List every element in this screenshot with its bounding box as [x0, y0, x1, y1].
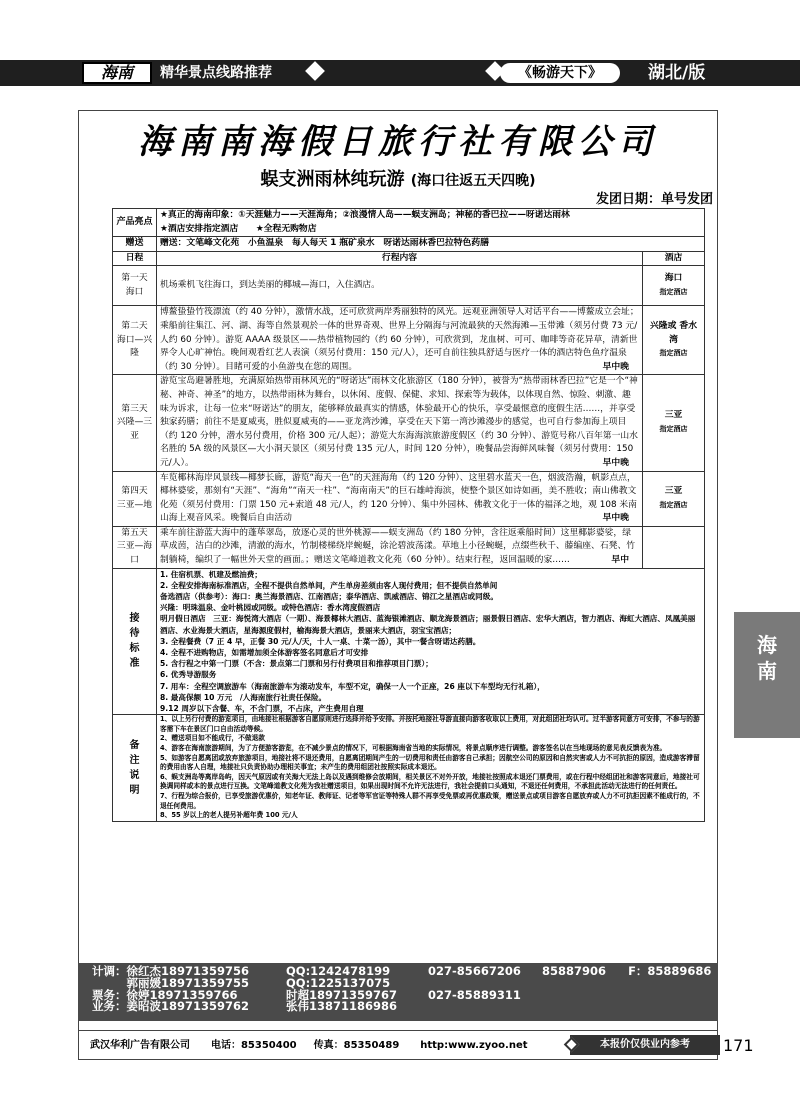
contact-block	[78, 963, 718, 1021]
list-item: 5、如游客自愿离团或放弃旅游项目，地接社将不退还费用，自愿离团期间产生的一切费用和责任由游客自己承担；因航空公司的原因和自然灾害或人力不可抗拒的原因，造成游客滞留的费用由客人自理，地接社只负责协助办理相关事宜；未产生的费用组团社按照实际成本退还。	[160, 753, 700, 772]
hotel-cell	[643, 306, 705, 375]
meal-info: 早中晚	[602, 457, 629, 468]
list-item: 7. 用车：全程空调旅游车（海南旅游车为滚动发车，车型不定，确保一人一个正座，26 座以下车型均无行礼箱），	[160, 681, 545, 691]
service-row	[113, 568, 705, 715]
day-cell	[157, 526, 643, 568]
route-name: 蜈支洲雨林纯玩游	[260, 169, 405, 190]
footer-company: 武汉华利广告有限公司	[90, 1040, 190, 1051]
day-text: 机场乘机飞往海口，到达美丽的椰城—海口，入住酒店。	[157, 266, 643, 306]
edition-label: 湖北/版	[648, 63, 706, 83]
list-item: 兴隆：明珠温泉、金叶桃园或同级。或特色酒店：香水湾度假酒店	[160, 603, 381, 613]
footer-fax: 传真：85350489	[313, 1040, 400, 1051]
day-label: 第四天 三亚—地	[113, 471, 157, 526]
disclaimer-badge: 本报价仅供业内参考	[570, 1035, 720, 1055]
table-row	[113, 375, 705, 471]
list-item: 4、游客在海南旅游期间，为了方便游客游览，在不减少景点的情况下，可根据海南省当地的实际情况，将景点顺序进行调整。游客签名以在当地现场的意见表反馈表为准。	[160, 744, 667, 753]
list-item: 8、55 岁以上的老人提另补超年费 100 元/人	[160, 811, 298, 820]
hotel-cell	[643, 375, 705, 471]
section-title: 精华景点线路推荐	[160, 65, 272, 81]
day-cell	[157, 306, 643, 375]
hotel-cell	[643, 526, 705, 568]
day-text: 博鳌蛰蛰竹筏漂流（约 40 分钟），激情水战，还可欣赏两岸秀丽独特的风光。远观亚洲领导人对话平台——博鳌成立会址；乘船前往集江、河、湖、海等自然景观於一体的世界奇观、世界上分隔海与河流最狭的天然海滩—玉带滩（须另付费 73 元/人约 60 分钟）。游览 AAAA 级景区——热带植物园约（约 60 分钟），可欣赏到，龙血树、可可、咖啡等奇花异草，清新世界令人心旷神怡。晚间观看红艺人表演（须另付费用：150 元/人），还可自前往独具舒适与医疗一体的酒店特色鱼疗温泉（约 30 分钟）。目睹可爱的小鱼游曳在您的周围。	[160, 307, 639, 372]
hotel-name: 海口	[664, 273, 683, 284]
publication-title: 《畅游天下》	[500, 63, 620, 83]
contact-item: 027-85889311	[428, 987, 521, 1002]
contact-item: 张伟13871186986	[286, 999, 398, 1014]
hotel-name: 三亚	[664, 486, 683, 497]
highlight-row	[113, 209, 705, 237]
route-title	[78, 168, 718, 193]
footer-divider	[78, 1030, 718, 1031]
contact-item: F：85889686	[628, 964, 712, 978]
notes-row	[113, 715, 705, 822]
hotel-note: 指定酒店	[659, 500, 688, 509]
contact-item: 85887906	[542, 964, 607, 978]
day-label: 第一天 海口	[113, 266, 157, 306]
contact-item: 票务：徐婷18971359766	[92, 987, 238, 1002]
hotel-cell	[643, 471, 705, 526]
hotel-note: 指定酒店	[659, 424, 688, 433]
contact-row	[92, 1001, 718, 1013]
contact-item: 郭丽媛18971359755	[92, 975, 250, 990]
table-row	[113, 306, 705, 375]
contact-item: 计调：徐红杰18971359756	[92, 964, 250, 978]
meal-info: 早中晚	[602, 361, 629, 372]
contact-item: 027-85667206	[428, 964, 521, 978]
hotel-name: 兴隆或 香水湾	[649, 320, 698, 345]
hotel-cell	[643, 266, 705, 306]
gift-row	[113, 237, 705, 252]
notes-list	[157, 715, 705, 822]
hotel-note: 指定酒店	[659, 349, 688, 358]
table-row	[113, 266, 705, 306]
departure-date: 发团日期：单号发团	[596, 192, 714, 207]
day-header: 日程	[113, 251, 157, 266]
list-item: 7、行程为综合报价，已享受旅游优惠价，知老年证、教师证、记者等军官证等特殊人群不再享受免票或再优惠政策，赠送景点或项目游客自愿放弃或人力不可抗拒因素不能成行的，不退任何费用。	[160, 792, 700, 810]
contact-item: QQ:1225137075	[286, 975, 391, 990]
itinerary-table	[112, 208, 705, 822]
day-label: 第三天 兴隆—三亚	[113, 375, 157, 471]
route-note: (海口往返五天四晚)	[410, 173, 536, 189]
service-label: 接待标准	[113, 568, 157, 715]
table-header-row	[113, 251, 705, 266]
day-label: 第二天 海口—兴隆	[113, 306, 157, 375]
day-text: 游览宝岛避暑胜地，充满原始热带雨林风光的“呀诺达”雨林文化旅游区（180 分钟），被誉为“热带雨林香巴拉”它是一个“神秘、神奇、神圣”的地方，以热带雨林为舞台，以休闲、度假、保健、求知、探索等为载体，以体现自然、惊险、刺激、趣味为诉求，让每一位来“呀诺达”的朋友，能够释放最真实的情感，体验最开心的快乐，享受最惬意的度假生活……，并享受独家药膳；前往不是夏威夷，胜似夏威夷的——亚龙湾沙滩，享受在天下第一湾沙滩漫步的感觉，也可自行参加海上项目（约 120 分钟，潜水另付费用，价格 300 元/人起）；游览大东海海滨旅游度假区（约 30 分钟）、游览号称八百年第一山水名胜的 5A 级的风景区—大小洞天景区（须另付费 135 元/人，时间 120 分钟），晚餐品尝海鲜风味餐（须另付费用：150 元/人）。	[160, 376, 638, 468]
day-text: 乘车前往游蓝大海中的蓬荜翠岛，放逐心灵的世外桃源——蜈支洲岛（约 180 分钟，含往返乘船时间）这里椰影婆娑，绿草成茵，洁白的沙滩，清澈的海水，竹制楼梯绕岸蜿蜒，涂沦碧波荡漾。草地上小径蜿蜒，点缀些秋千、藤编座、石凳、竹制躺椅，编织了一幅世外天堂的画面。；赠送文笔峰道教文化苑（60 分钟）。结束行程，返回温暖的家……	[160, 527, 636, 566]
footer-info	[90, 1039, 528, 1053]
highlight-line: ★真正的海南印象：①天涯魅力——天涯海角；②浪漫情人岛——蜈支洲岛；神秘的香巴拉——呀诺达雨林	[160, 210, 570, 220]
list-item: 6. 优秀导游服务	[160, 670, 217, 680]
contact-item: QQ:1242478199	[286, 964, 391, 978]
list-item: 1、以上另行付费的游览项目，由地接社根据游客自愿原则进行选择并给予安排。并按托地接社导游直接向游客收取以上费用，对此组团社均认可。过半游客同意方可安排，不参与的游客需下车在景区门口自由活动等候。	[160, 715, 700, 733]
day-cell	[157, 471, 643, 526]
list-item: 9.12 周岁以下含餐、车，不含门票，不占床，产生费用自理	[160, 704, 364, 714]
hotel-header: 酒店	[643, 251, 705, 266]
footer-phone: 电话：85350400	[210, 1040, 297, 1051]
list-item: 4. 全程不进购物店，如需增加须全体游客签名同意后才可安排	[160, 648, 369, 658]
notes-label: 备注说明	[113, 715, 157, 822]
table-row	[113, 471, 705, 526]
list-item: 5. 含行程之中第一门票（不含：景点第二门票和另行付费项目和推荐项目门票）；	[160, 659, 433, 669]
list-item: 2. 全程安排海南标准酒店，全程不提供自然单间，产生单房差须由客人现付费用；但不提供自然单间	[160, 580, 498, 590]
list-item: 3. 全程餐费（7 正 4 早，正餐 30 元/人/天，十人一桌、十菜一汤），其中一餐含呀诺达药膳。	[160, 636, 481, 646]
region-tab: 海南	[734, 612, 800, 738]
list-item: 1. 住宿机票、机建及燃油费；	[160, 569, 262, 579]
day-text: 车览椰林海岸风景线—椰梦长廊，游览“海天一色”的天涯海角（约 120 分钟）、这里碧水蓝天一色，烟波浩瀚，帆影点点，椰林婆娑，那刻有“天涯”、“海角”“南天一柱”、“海南南天”的巨石雄峙海滨，使整个景区如诗如画，美不胜收；南山佛教文化苑（须另付费用：门票 150 元+索道 48 元/人，约 120 分钟）、集中外园林、佛教文化于一体的福泽之地，观 108 米南山海上观音风采。晚餐后自由活动	[160, 472, 637, 524]
meal-info: 早中	[611, 555, 629, 566]
highlight-line: ★酒店安排指定酒店 ★全程无购物店	[160, 223, 317, 234]
list-item: 8. 最高保额 10 万元 /人海南旅行社责任保险。	[160, 692, 327, 702]
gift-text: 赠送：文笔峰文化苑 小鱼温泉 每人每天 1 瓶矿泉水 呀诺达雨林香巴拉特色药膳	[157, 237, 705, 252]
highlight-label: 产品亮点	[113, 209, 157, 237]
contact-item: 时超18971359767	[286, 987, 398, 1002]
footer-website: http:www.zyoo.net	[420, 1040, 528, 1051]
list-item: 明月假日酒店 三亚：海悦湾大酒店（一期）、海景椰林大酒店、蓝海银滩酒店、顺龙海景酒店；丽景假日酒店、宏华大酒店，智力酒店、海虹大酒店、凤凰美丽酒店、水业海景大酒店，星海源度假村，榆海海景大酒店，景丽来大酒店，羽宝宝酒店；	[160, 614, 696, 635]
company-name: 海南南海假日旅行社有限公司	[138, 122, 658, 162]
itinerary-header: 行程内容	[157, 251, 643, 266]
service-list	[157, 568, 705, 715]
day-cell	[157, 375, 643, 471]
hotel-note: 指定酒店	[659, 287, 688, 296]
masthead-logo: 海南	[82, 62, 152, 84]
list-item: 6、蜈支洲岛等离岸岛屿，因天气原因或有关海大无法上岛以及遇到维修会放期间，相关景区不对外开放，地接社按照成本退还门票费用，或在行程中经组团社和游客同意后，地接社可换调同样或本的景点进行互换。文笔峰道教文化苑为我社赠送项目，如果出现时间不允许无法进行，我社会提前口头通知，不退还任何费用，不承担此活动无法进行的任何责任。	[160, 772, 700, 791]
table-row	[113, 526, 705, 568]
list-item: 备选酒店（供参考）：海口：奥兰海景酒店、江南酒店；泰华酒店、凯威酒店、锦江之星酒店或同级。	[160, 592, 498, 602]
gift-label: 赠送	[113, 237, 157, 252]
list-item: 2、赠送项目如不能成行，不做退款	[160, 734, 265, 743]
day-label: 第五天 三亚—海口	[113, 526, 157, 568]
contact-item: 业务：姜昭波18971359762	[92, 999, 250, 1014]
page-number: 171	[723, 1036, 754, 1055]
meal-info: 早中晚	[602, 513, 629, 524]
hotel-name: 三亚	[664, 410, 683, 421]
